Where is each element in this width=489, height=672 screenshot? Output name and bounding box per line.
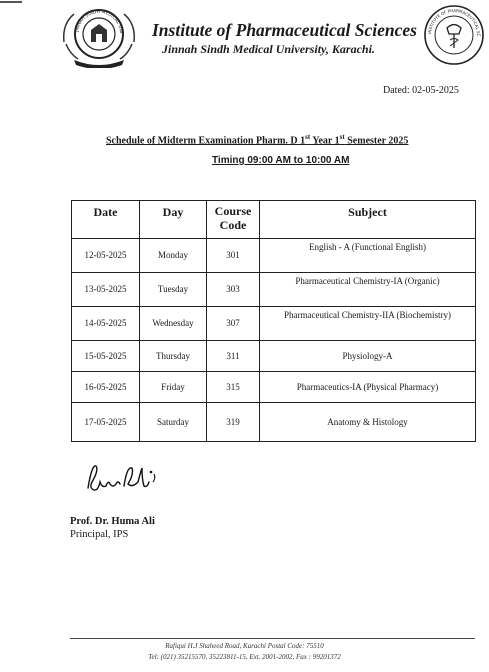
table-row — [72, 307, 476, 341]
header-course-line1: Course — [214, 204, 252, 218]
footer-divider — [70, 638, 475, 639]
cell-date: 14-05-2025 — [72, 307, 140, 341]
schedule-title-part3: Semester 2025 — [344, 135, 409, 147]
seal-lettering: INSTITUTE OF PHARMACEUTICAL SC — [427, 7, 482, 37]
footer-address: Rafiqui H.J Shaheed Road, Karachi Postal Code: 75510 — [165, 642, 324, 650]
signatory-name: Prof. Dr. Huma Ali — [70, 516, 155, 527]
cell-day: Monday — [140, 239, 207, 273]
cell-subject: Physiology-A — [260, 341, 476, 372]
cell-subject: Anatomy & Histology — [260, 403, 476, 442]
cell-day: Friday — [140, 372, 207, 403]
cell-course-code: 307 — [207, 307, 260, 341]
cell-date: 16-05-2025 — [72, 372, 140, 403]
cell-date: 13-05-2025 — [72, 273, 140, 307]
cell-date: 17-05-2025 — [72, 403, 140, 442]
cell-subject: Pharmaceutics-IA (Physical Pharmacy) — [260, 372, 476, 403]
signature-icon — [80, 458, 162, 500]
header-day: Day — [140, 201, 207, 239]
schedule-title-sup1: st — [305, 133, 311, 141]
cell-course-code: 315 — [207, 372, 260, 403]
table-row — [72, 403, 476, 442]
cell-course-code: 311 — [207, 341, 260, 372]
institute-name: Institute of Pharmaceutical Sciences — [152, 20, 417, 40]
cell-subject: Pharmaceutical Chemistry-IA (Organic) — [260, 273, 476, 307]
header-date: Date — [72, 201, 140, 239]
cell-day: Saturday — [140, 403, 207, 442]
cell-day: Wednesday — [140, 307, 207, 341]
exam-schedule-table — [71, 200, 476, 442]
cell-subject: Pharmaceutical Chemistry-IIA (Biochemistry) — [260, 307, 476, 341]
cell-course-code: 319 — [207, 403, 260, 442]
exam-timing: Timing 09:00 AM to 10:00 AM — [212, 155, 350, 166]
schedule-title-sup2: st — [339, 133, 345, 141]
cell-course-code: 301 — [207, 239, 260, 273]
cell-date: 12-05-2025 — [72, 239, 140, 273]
cell-subject: English - A (Functional English) — [260, 239, 476, 273]
institute-seal-icon — [423, 4, 485, 66]
date-line: Dated: 02-05-2025 — [383, 85, 459, 96]
header-course-line2: Code — [219, 217, 247, 232]
table-row — [72, 341, 476, 372]
header-course-code — [207, 201, 260, 239]
university-name: Jinnah Sindh Medical University, Karachi. — [162, 42, 375, 56]
table-row — [72, 239, 476, 273]
footer-contact: Tel: (021) 35215570, 35223811-15, Ext. 2001-2002, Fax : 99201372 — [148, 653, 341, 661]
table-row — [72, 372, 476, 403]
schedule-title-part2: Year 1 — [310, 135, 340, 147]
cell-course-code: 303 — [207, 273, 260, 307]
university-crest-icon — [60, 4, 138, 68]
schedule-title-part1: Schedule of Midterm Examination Pharm. D 1 — [106, 135, 306, 147]
crest-lettering: JINNAH SINDH MEDICAL UNI — [75, 9, 123, 34]
table-row — [72, 273, 476, 307]
cell-day: Tuesday — [140, 273, 207, 307]
schedule-title — [106, 133, 408, 146]
cell-date: 15-05-2025 — [72, 341, 140, 372]
table-header-row — [72, 201, 476, 239]
signatory-title: Principal, IPS — [70, 529, 129, 540]
header-subject: Subject — [260, 201, 476, 239]
top-edge-mark — [0, 1, 22, 3]
cell-day: Thursday — [140, 341, 207, 372]
